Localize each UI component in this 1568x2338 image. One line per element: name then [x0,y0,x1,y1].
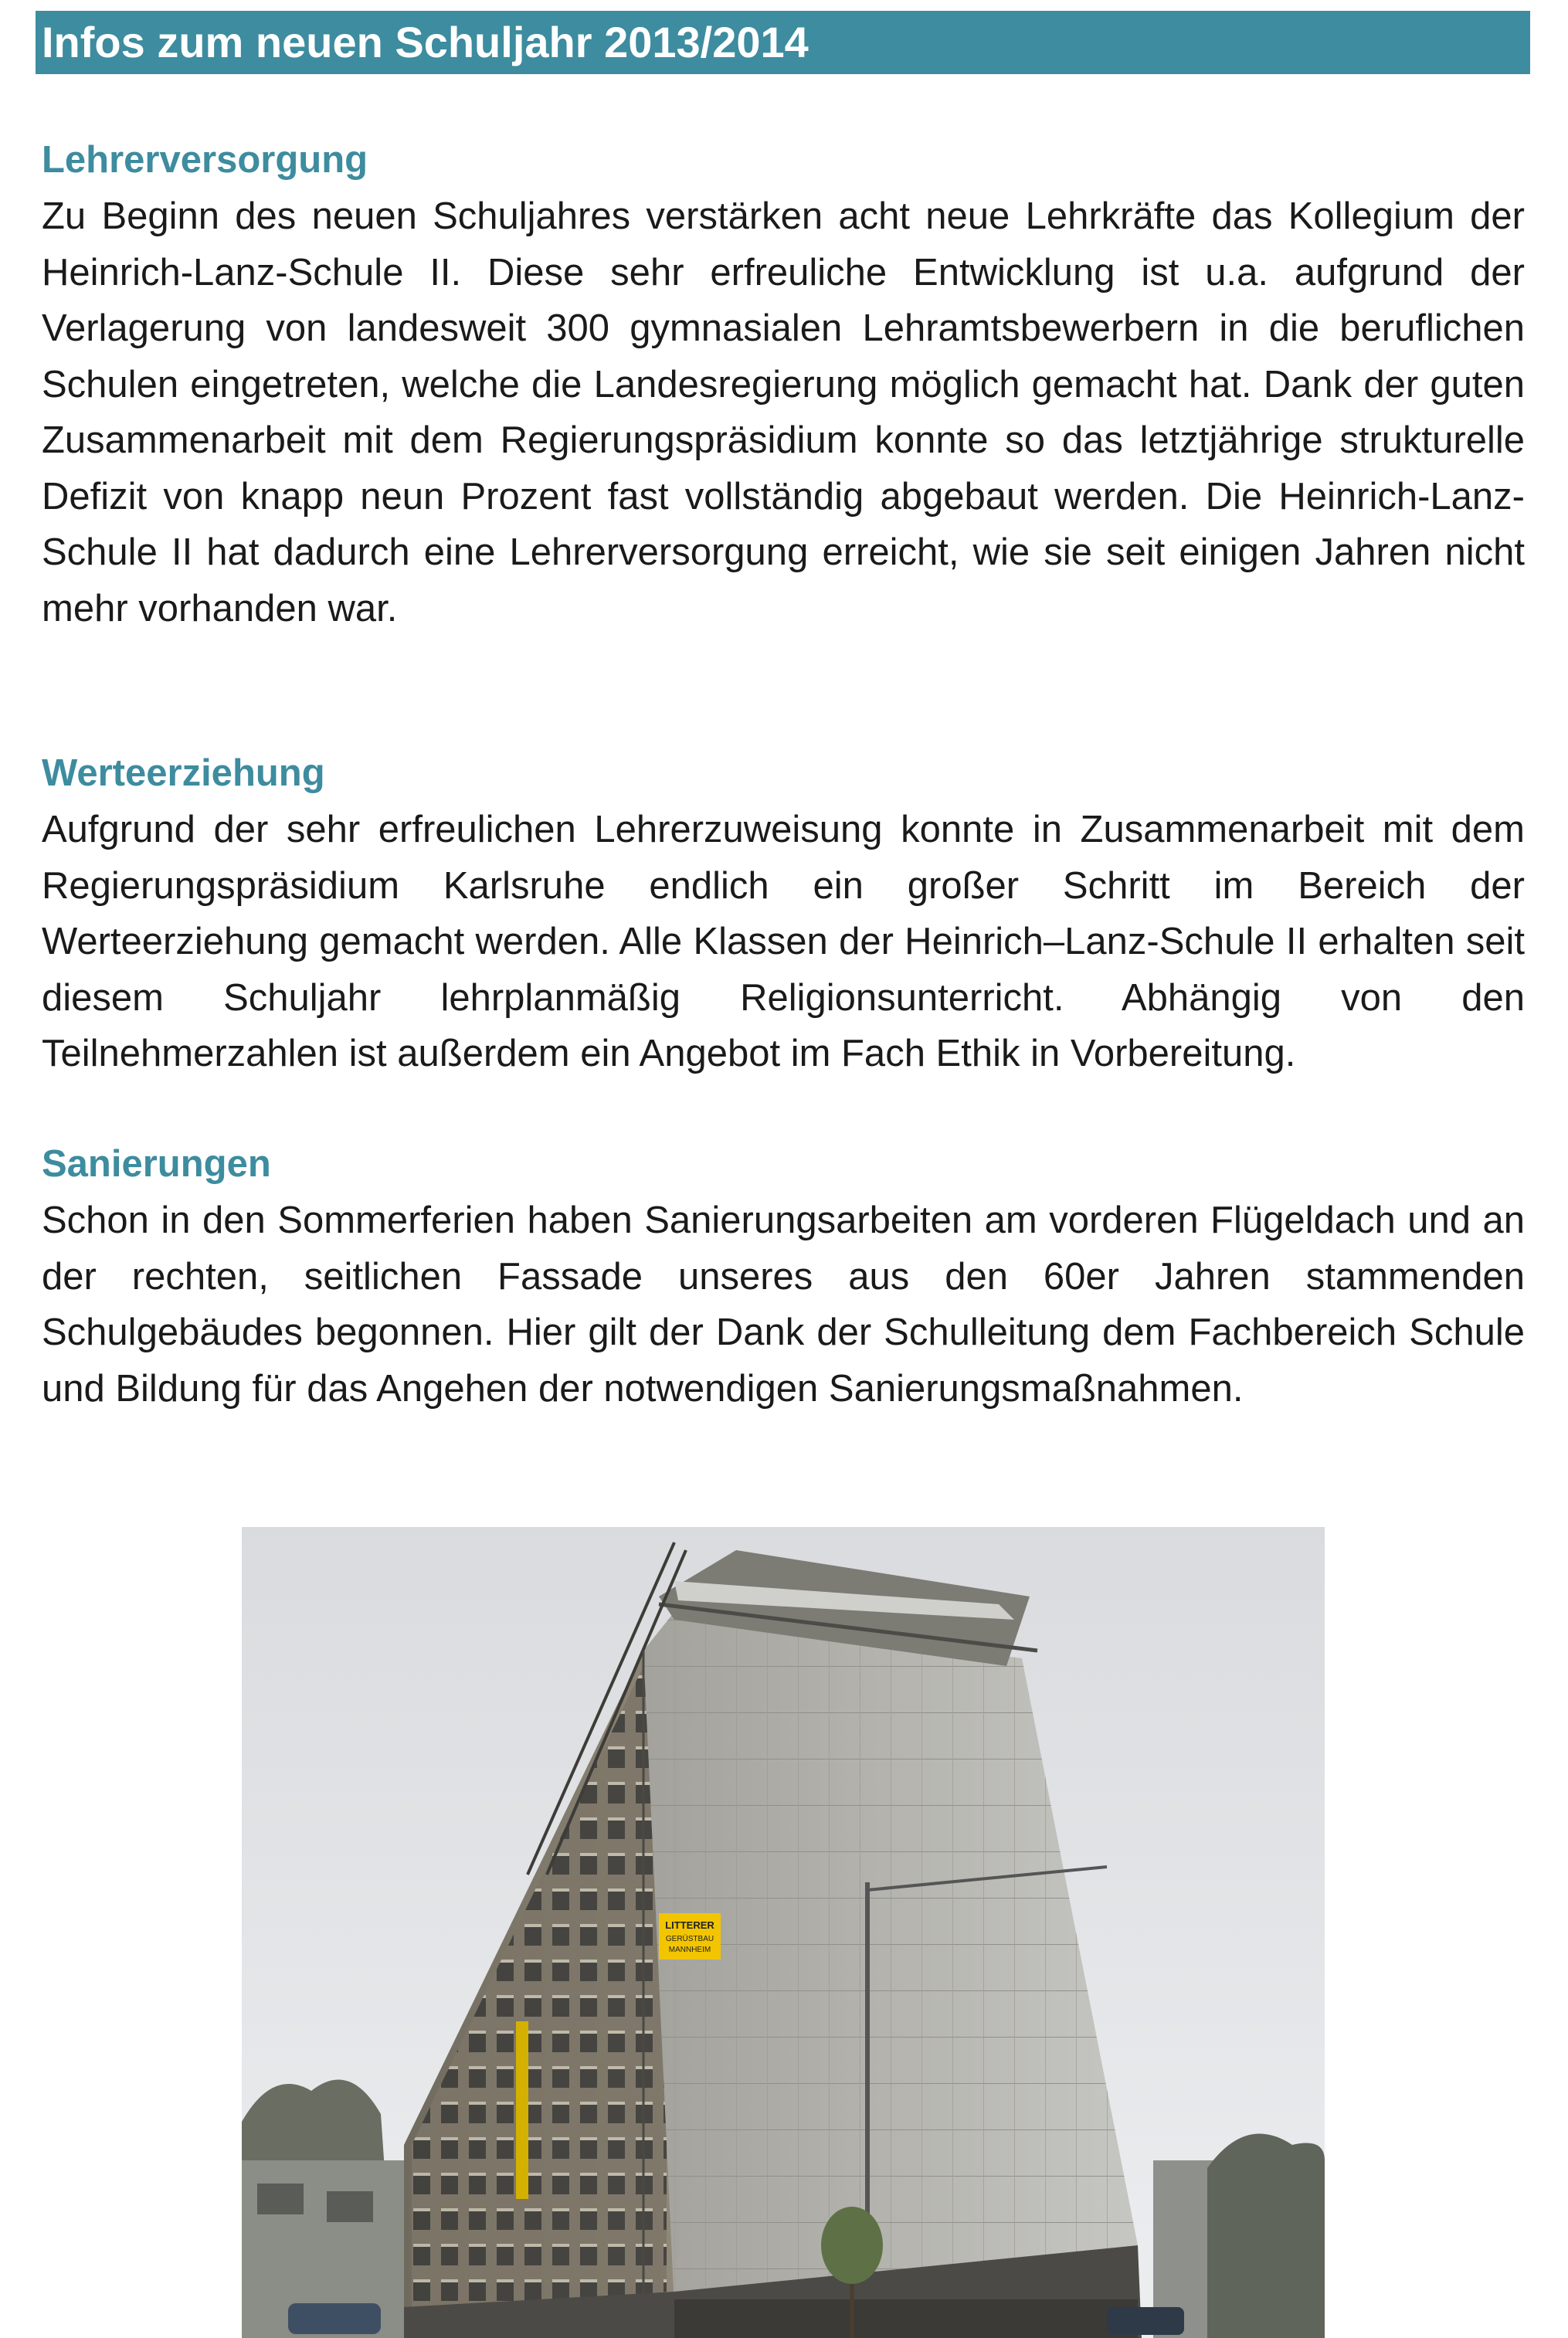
sign-text-2: GERÜSTBAU [665,1935,714,1943]
page-title: Infos zum neuen Schuljahr 2013/2014 [36,11,1530,74]
section-heading: Lehrerversorgung [42,139,368,181]
section-sanierungen [42,1140,1525,1417]
section-paragraph: Aufgrund der sehr erfreulichen Lehrerzuweisung konnte in Zusammenarbeit mit dem Regierungspräsidium Karlsruhe endlich ein großer Schritt im Bereich der Werteerziehung gemacht werden. Alle Klassen der Heinrich–Lanz-Schule II erhalten seit diesem Schuljahr lehrplanmäßig Religionsunterricht. Abhängig von den Teilnehmerzahlen ist außerdem ein Angebot im Fach Ethik in Vorbereitung. [42,809,1525,1074]
section-heading: Sanierungen [42,1143,271,1185]
building-scaffolding-photo [242,1527,1325,2338]
section-werteerziehung [42,749,1525,1082]
section-heading: Werteerziehung [42,752,325,794]
sign-text-3: MANNHEIM [668,1946,711,1954]
section-paragraph: Schon in den Sommerferien haben Sanierungsarbeiten am vorderen Flügeldach und an der rechten, seitlichen Fassade unseres aus den 60er Jahren stammenden Schulgebäudes begonnen. Hier gilt der Dank der Schulleitung dem Fachbereich Schule und Bildung für das Angehen der notwendigen Sanierungsmaßnahmen. [42,1200,1525,1410]
sign-text-1: LITTERER [665,1919,714,1931]
section-paragraph: Zu Beginn des neuen Schuljahres verstärken acht neue Lehrkräfte das Kollegium der Heinrich-Lanz-Schule II. Diese sehr erfreuliche Entwicklung ist u.a. aufgrund der Verlagerung von landesweit 300 gymnasialen Lehramtsbewerbern in die beruflichen Schulen eingetreten, welche die Landesregierung möglich gemacht hat. Dank der guten Zusammenarbeit mit dem Regierungspräsidium konnte so das letztjährige strukturelle Defizit von knapp neun Prozent fast vollständig abgebaut werden. Die Heinrich-Lanz-Schule II hat dadurch eine Lehrerversorgung erreicht, wie sie seit einigen Jahren nicht mehr vorhanden war. [42,195,1525,629]
section-lehrerversorgung [42,136,1525,636]
